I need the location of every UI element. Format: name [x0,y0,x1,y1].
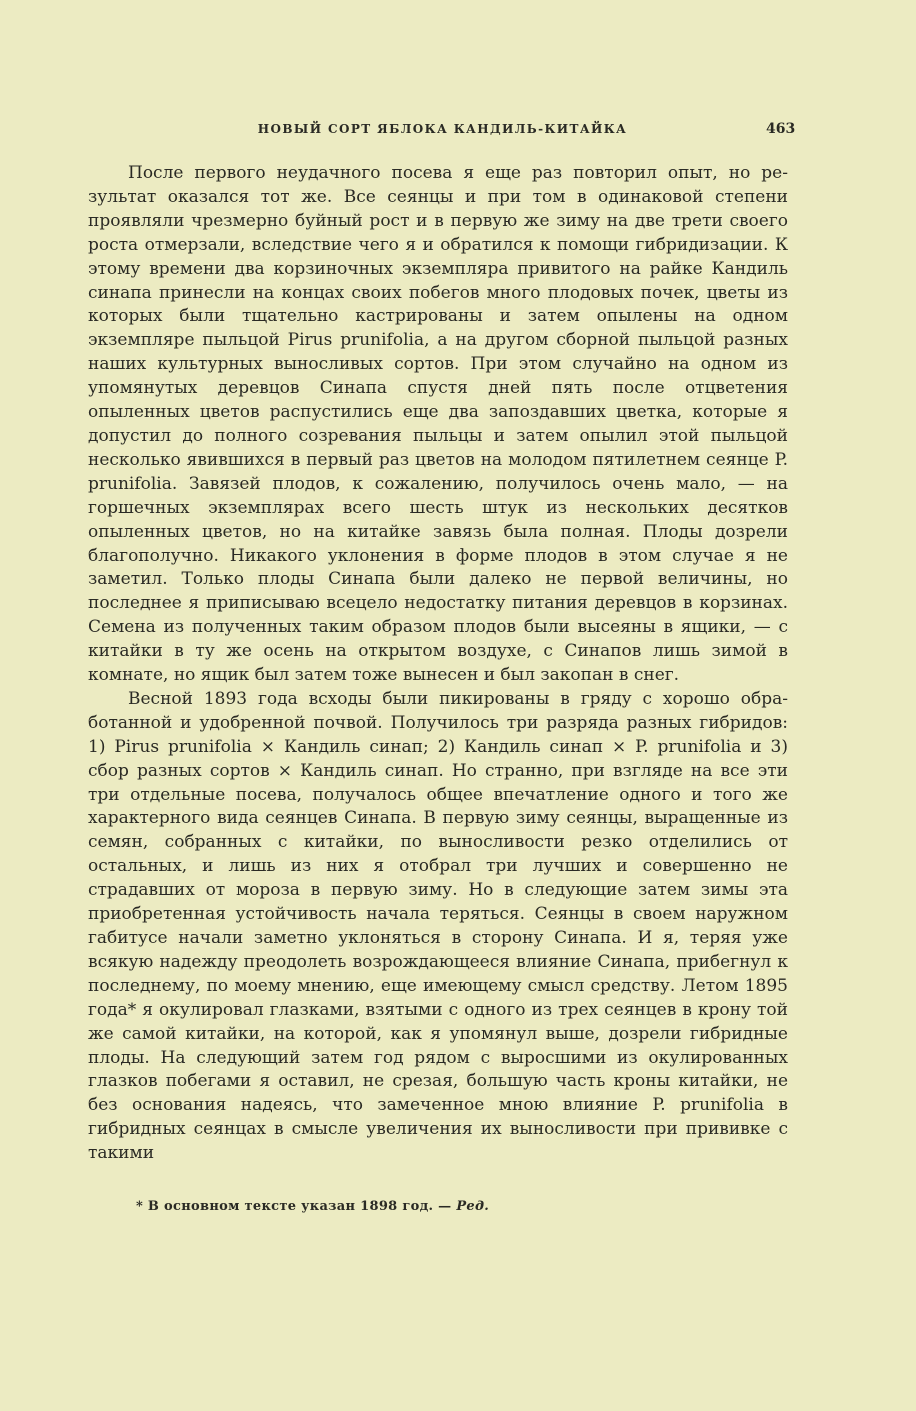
main-text [88,162,788,1166]
paragraph-2: Весной 1893 года всходы были пикированы в гряду с хорошо обработанной и удобренной почвой. Получилось три разряда разных гибридов: 1) Pirus prunifolia × Кандиль синап; 2) Кандиль синап × P. prunifolia и 3) сбор разных сортов × Кандиль синап. Но странно, при взгляде на все эти три отдельные посева, получалось общее впечатление одного и того же характерного вида сеянцев Синапа. В первую зиму сеянцы, выращенные из семян, собранных с китайки, по выносливости резко отделились от остальных, и лишь из них я отобрал три лучших и совершенно не страдавших от мороза в первую зиму. Но в следующие затем зимы эта приобретенная устойчивость начала теряться. Сеянцы в своем наружном габитусе начали заметно уклоняться в сторону Синапа. И я, теряя уже всякую надежду преодолеть возрождающееся влияние Синапа, прибегнул к последнему, по моему мнению, еще имеющему смысл средству. Летом 1895 года* я окулировал глазками, взятыми с одного из трех сеянцев в крону той же самой китайки, на которой, как я упомянул выше, дозрели гибридные плоды. На следующий затем год рядом с выросшими из окулированных глазков побегами я оставил, не срезая, большую часть кроны китайки, не без основания надеясь, что замеченное мною влияние P. prunifolia в гибридных сеянцах в смысле увеличения их выносливости при прививке с такими [88,688,788,1164]
footnote [136,1199,636,1214]
paragraph-1: После первого неудачного посева я еще раз повторил опыт, но результат оказался тот же. Все сеянцы и при том в одинаковой степени проявляли чрезмерно буйный рост и в первую же зиму на две трети своего роста отмерзали, вследствие чего я и обратился к помощи гибридизации. К этому времени два корзиночных экземпляра привитого на райке Кандиль синапа принесли на концах своих побегов много плодовых почек, цветы из которых были тщательно кастрированы и затем опылены на одном экземпляре пыльцой Pirus prunifolia, а на другом сборной пыльцой разных наших культурных выносливых сортов. При этом случайно на одном из упомянутых деревцов Синапа спустя дней пять после отцветения опыленных цветов распустились еще два запоздавших цветка, которые я допустил до полного созревания пыльцы и затем опылил этой пыльцой несколько явившихся в первый раз цветов на молодом пятилетнем сеянце P. prunifolia. Завязей плодов, к сожалению, получилось очень мало, — на горшечных экземплярах всего шесть штук из нескольких десятков опыленных цветов, но на китайке завязь была полная. Плоды дозрели благополучно. Никакого уклонения в форме плодов в этом случае я не заметил. Только плоды Синапа были далеко не первой величины, но последнее я приписываю всецело недостатку питания деревцов в корзинах. Семена из полученных таким образом плодов были высеяны в ящики, — с китайки в ту же осень на открытом воздухе, с Синапов лишь зимой в комнате, но ящик был затем тоже вынесен и был закопан в снег. [88,163,788,686]
footnote-editor-mark: Ред. [456,1199,490,1214]
page-number: 463 [766,121,796,137]
footnote-text: * В основном тексте указан 1898 год. — [136,1199,457,1214]
running-title: НОВЫЙ СОРТ ЯБЛОКА КАНДИЛЬ-КИТАЙКА [257,122,628,136]
